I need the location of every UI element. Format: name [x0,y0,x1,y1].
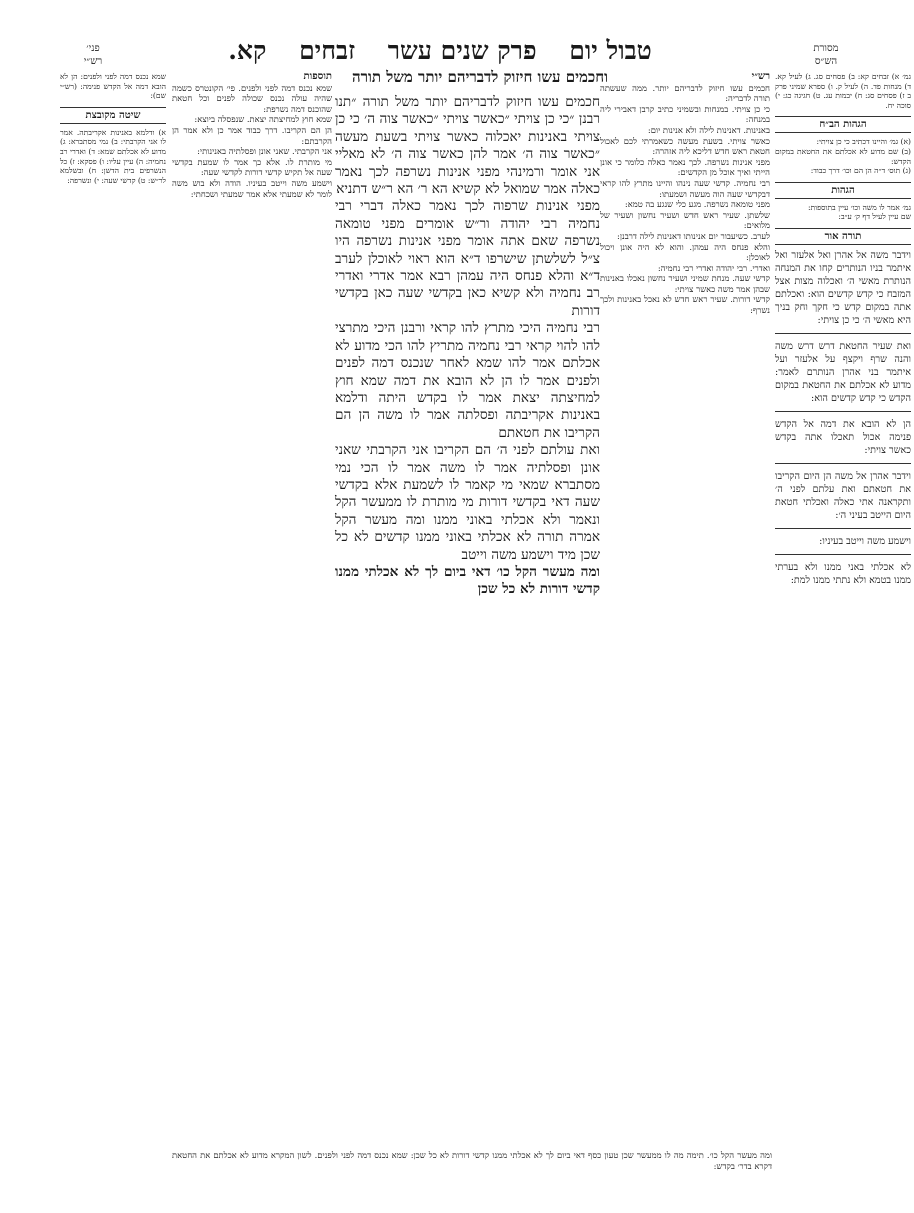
hagahot2-line: גמ׳ אמר לו משה וכו׳ עיין בתוספות: [807,202,911,212]
gemara-column [335,94,600,599]
tosafot-para: הן הם הקריבו. דרך כבוד אמר כן ולא אמר הן הקרבתם: [172,124,332,146]
tosafot-label: תוספות [303,71,332,82]
divider [775,333,911,334]
rashi-para: באנינות. דאנינות לילה ולא אנינות יום: [647,124,770,135]
tosafot-para: שמא חוץ למחיצתה יצאת. שנפסלה ביוצא: [194,114,332,125]
rashi-para: קדשי שעה. מנחת שמיני ושעיר נחשון נאכלו באנינות שבהן אמר משה כאשר צויתי: [600,273,770,294]
rashi-para: קדשי דורות. שעיר ראש חדש לא נאכל באנינות ולכך נשרף: [600,294,770,316]
gemara-paragraph: חכמים עשו חיזוק לדבריהם יותר משל תורה ״תנו רבנן ״כי כן צויתי ״כאשר צויתי ״כאשר צוה ה׳ כי כן צויתי באנינות יאכלוה כאשר צויתי בשעת מעשה ״כאשר צוה ה׳ אמר להן כאשר צוה ה׳ לא מאליי אני אומר ורמינהי מפני אנינות נשרפה לכך נאמר כאלה אמר שמואל לא קשיא הא ר׳ הא ר״ש דתניא [335,94,600,198]
gemara-paragraph: רבי נחמיה היכי מתרץ להו קראי ורבנן היכי מתרצי להו להוי קראי רבי נחמיה מתריץ להו הכי מדוע לא אכלתם אמר להו שמא לאחר שנכנס דמה לפנים ולפנים אמר לו הן לא הובא את דמה שמא חוץ למחיצתה יצאת אמר לו בקדש היתה ודלמא באנינות אקריבתה ופסלתה אמר לו משה הן הם הקריבו את חטאתם [335,320,600,441]
hagahot-block [775,137,911,175]
divider [775,411,911,412]
hagahot2-line: שם עיין לעיל דף ק׳ ע״ב: [838,212,911,222]
shita-line: א) ודלמא באנינות אקריבתה. אמר לו אני הקרבתי: ב) נמי מסתברא: ג) מדוע לא אכלתם שמא: ד) ואדרי רב נחמיה: ה) עיין עליו: ו) פסקא: ז) כל הנשרפים בית הדשן: ח) ובשלמא לר״ש: ט) קדשי שעה: י) ונשרפה: [60,127,166,185]
left-small-note: שמא נכנס דמה לפני ולפנים: הן לא הובא דמה אל הקדש פנימה: (רש״י שם): [60,72,166,101]
rashi-para: חכמים עשו חיזוק לדבריהם יותר. ממה שעשתה תורה לדבריה: [600,82,770,104]
tosafot-para: וישמע משה וייטב בעיניו. הודה ולא בוש משה לומר לא שמעתי אלא אמר שמעתי ושכחתי: [172,177,332,199]
hagahot2-block [775,203,911,222]
shita-lines [60,128,166,186]
gemara-heading-text: וחכמים עשו חיזוק לדבריהם יותר משל תורה [352,68,608,86]
shita-title: שיטה מקובצת [60,107,166,124]
torah-or-verse: ואת שעיר החטאת דרש דרש משה והנה שרף ויקצף על אלעזר ועל איתמר בני אהרן הנותרם לאמר: מדוע לא אכלתם את החטאת במקום הקדש כי קדש קדשים הוא: [775,340,911,404]
rashi-para: לערב. כשיעבור יום אנינותו דאנינות לילה דרבנן: [617,230,770,241]
rashi-para: שלשתן. שעיר ראש חדש ושעיר נחשון ושעיר של מלואים: [600,209,770,231]
torah-or-verse: וישמע משה וייטב בעיניו: [819,535,911,547]
header-left-label: פני׳ רש״י [83,43,103,67]
divider [775,463,911,464]
hagahot-line: (ב) שם מדוע לא אכלתם את החטאת במקום הקדש: [775,146,911,166]
rashi-para: ואדרי. רבי יהודה ואדרי רבי נחמיה: [657,262,770,273]
gemara-paragraph: ואת עולתם לפני ה׳ הם הקריבו אני הקרבתי שאני אונן ופסלתיה אמר לו משה אמר לו הכי נמי מסתברא שמאי מי קאמר לו לשמעת אלא בקדשי שעה דאי בקדשי דורות מי מותרת לו ממעשר הקל ונאמר ולא אכלתי באוני ממנו ומה מעשר הקל אמרה תורה לא אכלתי באוני ממנו קדשים לא כל שכן מיד וישמע משה וייטב [335,442,600,563]
header-right-label: מסורת הש״ס [813,43,839,67]
hagahot-title: הגהות הב״ח [775,116,911,133]
divider [775,528,911,529]
tosafot-para: אני הקרבתי. שאני אונן ופסלתיה באנינותי: [197,146,332,157]
right-margin-column [775,72,911,587]
gemara-paragraph: מפני אנינות שרפוה לכך נאמר כאלה דברי רבי נחמיה רבי יהודה ור״ש אומרים מפני טומאה נשרפה שאם אתה אומר מפני אנינות נשרפה היו צ״ל לשלשתן שישרפו ד״א הוא ראוי לאוכלן לערב ד״א והלא פנחס היה עמהן רבא אמר אדרי ואדרי רב נחמיה ולא קשיא כאן בקדשי שעה כאן בקדשי דורות [335,198,600,319]
daf-number: קא. [228,36,267,65]
torah-or-verse: וידבר אהרן אל משה הן היום הקריבו את חטאתם ואת עלתם לפני ה׳ ותקראנה אתי כאלה ואכלתי חטאת היום הייטב בעיני ה׳: [775,470,911,521]
torah-or-title: תורה אור [775,228,911,245]
hagahot2-title: הגהות [775,182,911,199]
chapter-name: טבול יום [569,36,652,65]
left-margin-column [60,72,166,185]
hagahot-line: (א) גמ׳ והיינו דכתיב כי כן צויתי: [816,137,911,147]
rashi-column [600,72,770,316]
divider [775,554,911,555]
rashi-para: כאשר צויתי. בשעת מעשה כשאמרתי לכם לאכול חטאת ראש חדש דליכא ליה אזהרה: [600,135,770,157]
rashi-para: מפני טומאה נשרפה. מגע כלי שנגע בה טמא: [624,199,770,210]
rashi-para: והלא פנחס היה עמהן. והוא לא היה אונן ויכול לאוכלן: [600,241,770,263]
tractate-name: זבחים [299,36,356,65]
bottom-note-text: ומה מעשר הקל כו׳. תימה מה לו ממעשר שכן טעון כסף דאי ביום לך לא אכלתי ממנו קדשי דורות לא כל שכן: שמא נכנס דמה לפני ולפנים. לשון המקרא מדוע לא אכלתם את החטאת דקרא בדר׳ בקדש: [172,1150,772,1171]
rashi-para: כי כן צויתי. במנחות ובשמיני כתיב קרבן דאבירי ליה במנחה: [600,103,770,125]
torah-or-block [775,249,911,587]
torah-or-verse: וידבר משה אל אהרן ואל אלעזר ואל איתמר בניו הנותרים קחו את המנחה הנותרת מאשי ה׳ ואכלוה מצות אצל המזבח כי קדש קדשים הוא: ואכלתם אתה במקום קדש כי חקך וחק בניך היא מאשי ה׳ כי כן צויתי: [775,249,911,326]
masoret-line: גמ׳ א) זבחים קא: ב) פסחים סג. ג) לעיל קא. ד) מנחות פד. ה) לעיל ק. ו) ספרא שמיני פרק ב ז) פסחים סג: ח) יבמות עג. ט) חגיגה כג: י) סוכה יח. [775,72,911,110]
torah-or-verse: הן לא הובא את דמה אל הקדש פנימה אכול תאכלו אתה בקדש כאשר צויתי: [775,418,911,456]
torah-or-verse: לא אכלתי באני ממנו ולא בערתי ממנו בטמא ולא נתתי ממנו למת: [775,561,911,586]
gemara-paragraph: ומה מעשר הקל כו׳ דאי ביום לך לא אכלתי ממנו קדשי דורות לא כל שכן [335,563,600,598]
rashi-label: רש״י [751,71,770,82]
bottom-note [172,1150,772,1171]
masoret-block [775,72,911,110]
hagahot-line: (ג) תוס׳ ד״ה הן הם וכו׳ דרך כבוד: [810,166,911,176]
chapter-label: פרק שנים עשר [387,36,537,65]
tosafot-column [172,72,332,199]
gemara-heading [330,68,630,87]
rashi-para: מפני אנינות נשרפה. לכך נאמר כאלה כלומר כי אונן הייתי ואיך אוכל מן הקדשים: [600,156,770,178]
tosafot-para: שמא נכנס דמה לפני ולפנים. פי׳ הקונטרס כשמה שהיה עולה נכנס שכולה לפנים וכל חטאת שהוכנס דמה נשרפת: [172,82,332,114]
page-title [160,36,720,66]
tosafot-para: מי מותרת לו. אלא כך אמר לו שמעת בקדשי שעה אל תקיש קדשי דורות לקדשי שעה: [172,156,332,178]
rashi-para: רבי נחמיה. קדשי שעה נינהו והיינו מתרץ להו קראי דבקדשי שעה הוה מעשה ושמעתו: [600,177,770,199]
